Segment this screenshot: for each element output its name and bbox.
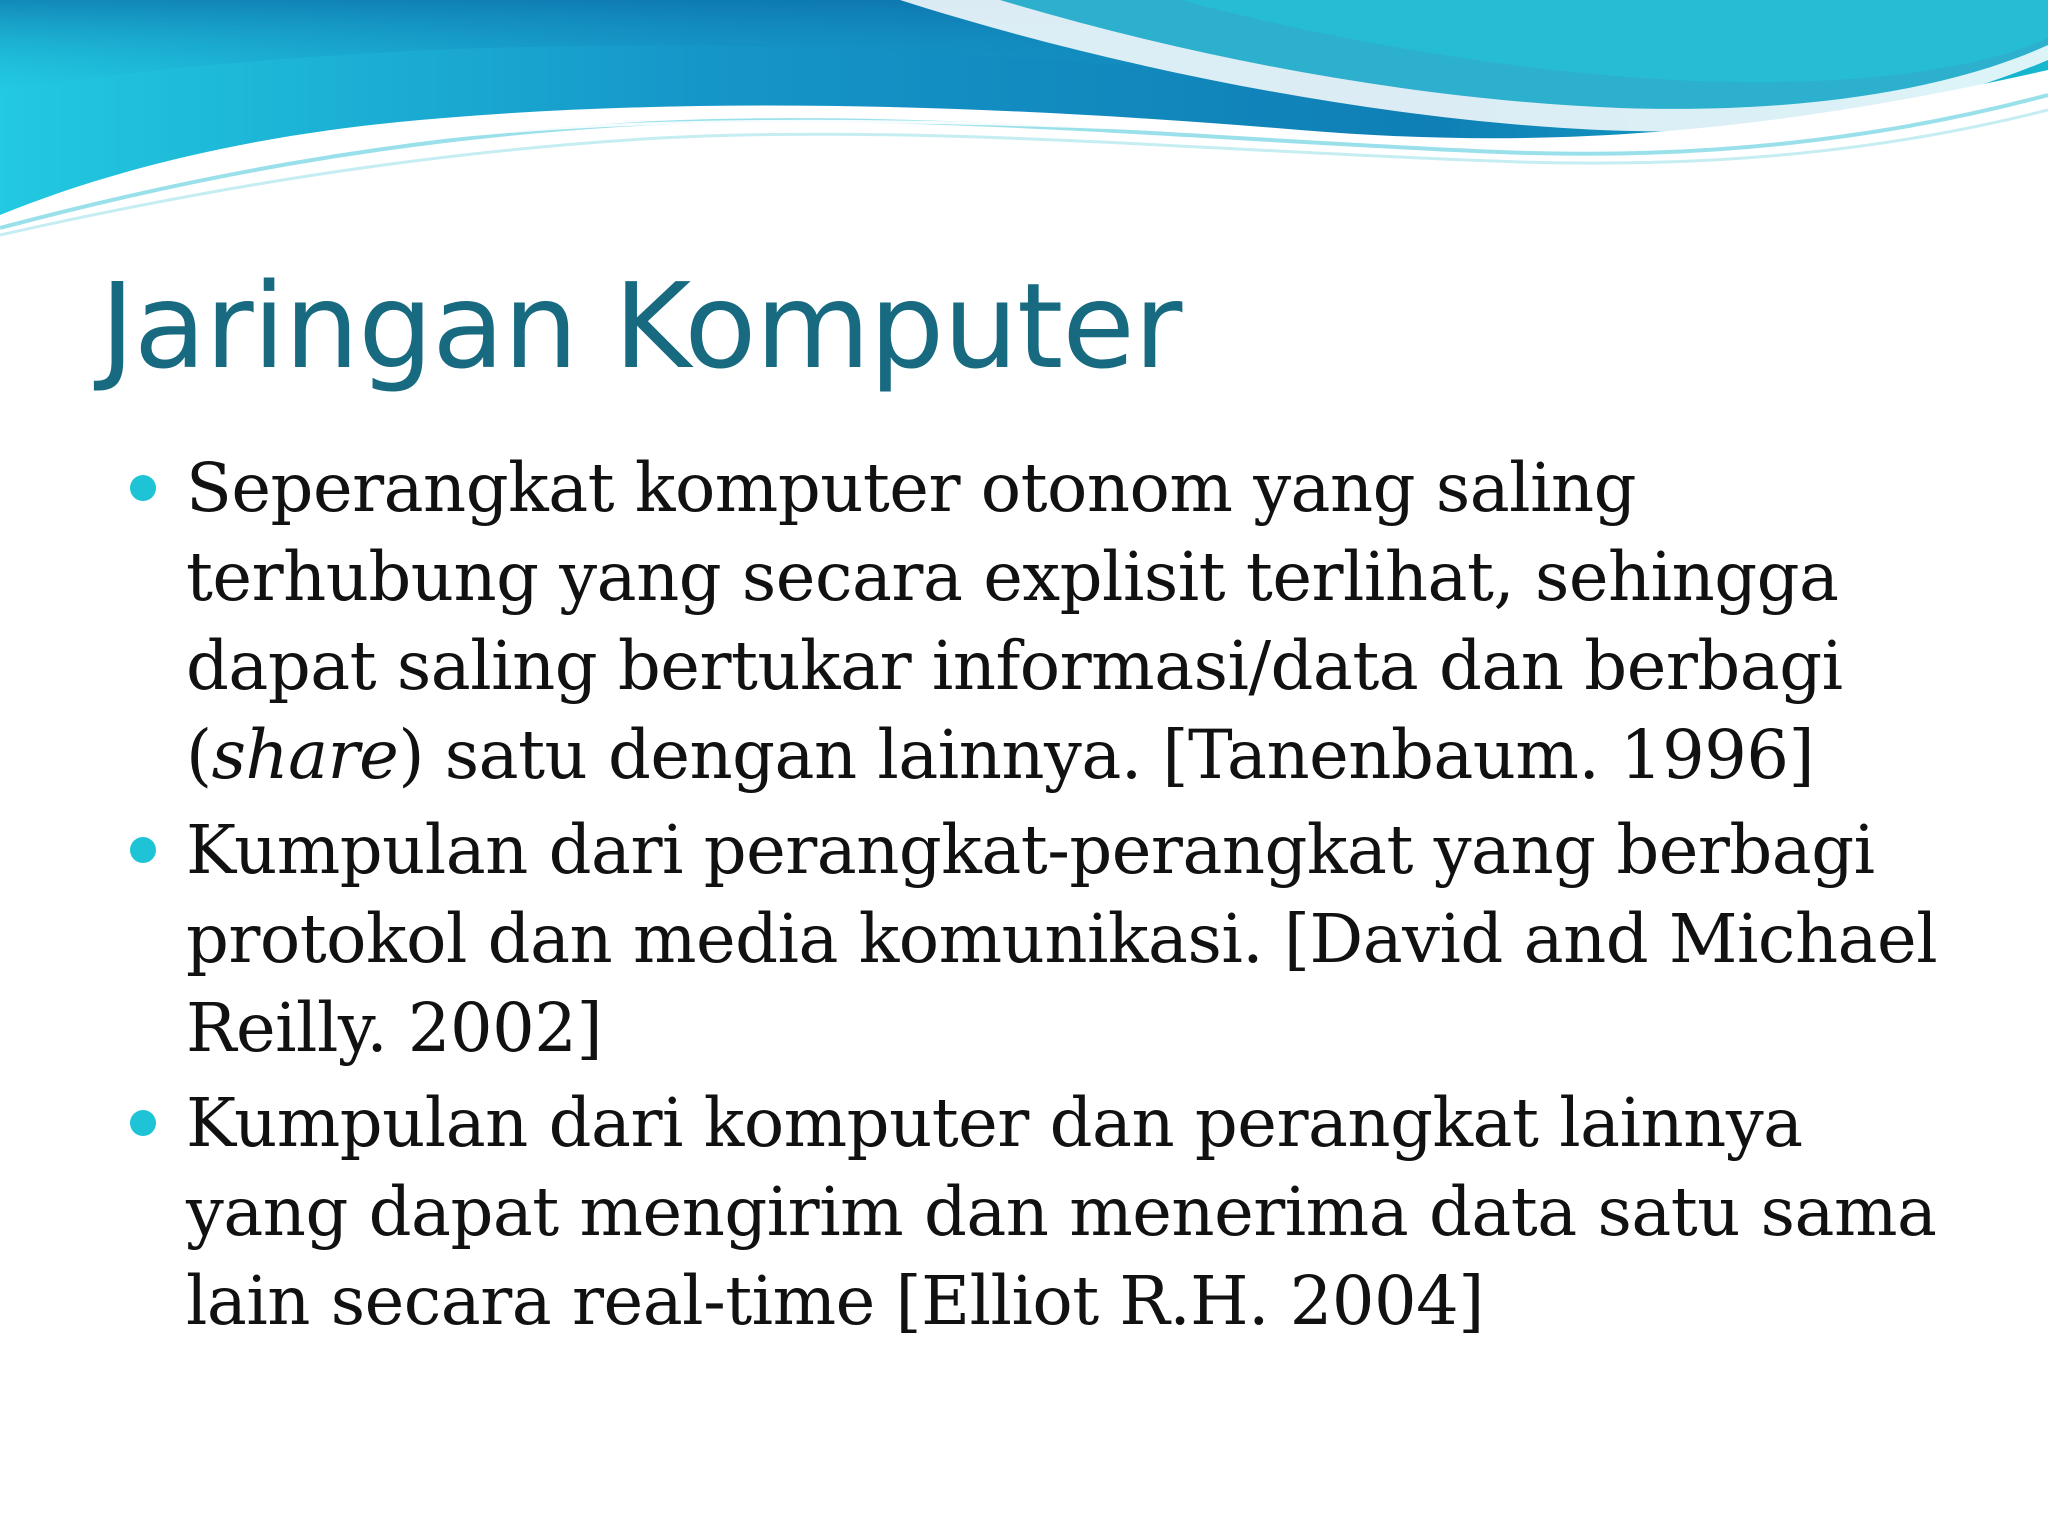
header-wave-decoration xyxy=(0,0,2048,240)
bullet-text-1-before: Seperangkat komputer otonom yang saling terhubung yang secara explisit terlihat, sehingga dapat saling bertukar informasi/data dan berbagi ( xyxy=(186,449,1843,794)
bullet-item-3 xyxy=(126,1079,1956,1346)
bullet-dot-icon xyxy=(130,475,156,501)
bullet-text-1-after: ) satu dengan lainnya. [Tanenbaum. 1996] xyxy=(398,716,1815,794)
bullet-item-2 xyxy=(126,806,1956,1073)
bullet-text-1-italic: share xyxy=(211,716,399,794)
slide-title: Jaringan Komputer xyxy=(100,257,1182,395)
bullet-dot-icon xyxy=(130,837,156,863)
bullet-text-3: Kumpulan dari komputer dan perangkat lainnya yang dapat mengirim dan menerima data satu sama lain secara real-time [Elliot R.H. 2004] xyxy=(186,1084,1937,1340)
bullet-text-2: Kumpulan dari perangkat-perangkat yang berbagi protokol dan media komunikasi. [David and Michael Reilly. 2002] xyxy=(186,811,1938,1067)
bullet-list xyxy=(126,444,1956,1352)
bullet-dot-icon xyxy=(130,1110,156,1136)
bullet-item-1 xyxy=(126,444,1956,800)
